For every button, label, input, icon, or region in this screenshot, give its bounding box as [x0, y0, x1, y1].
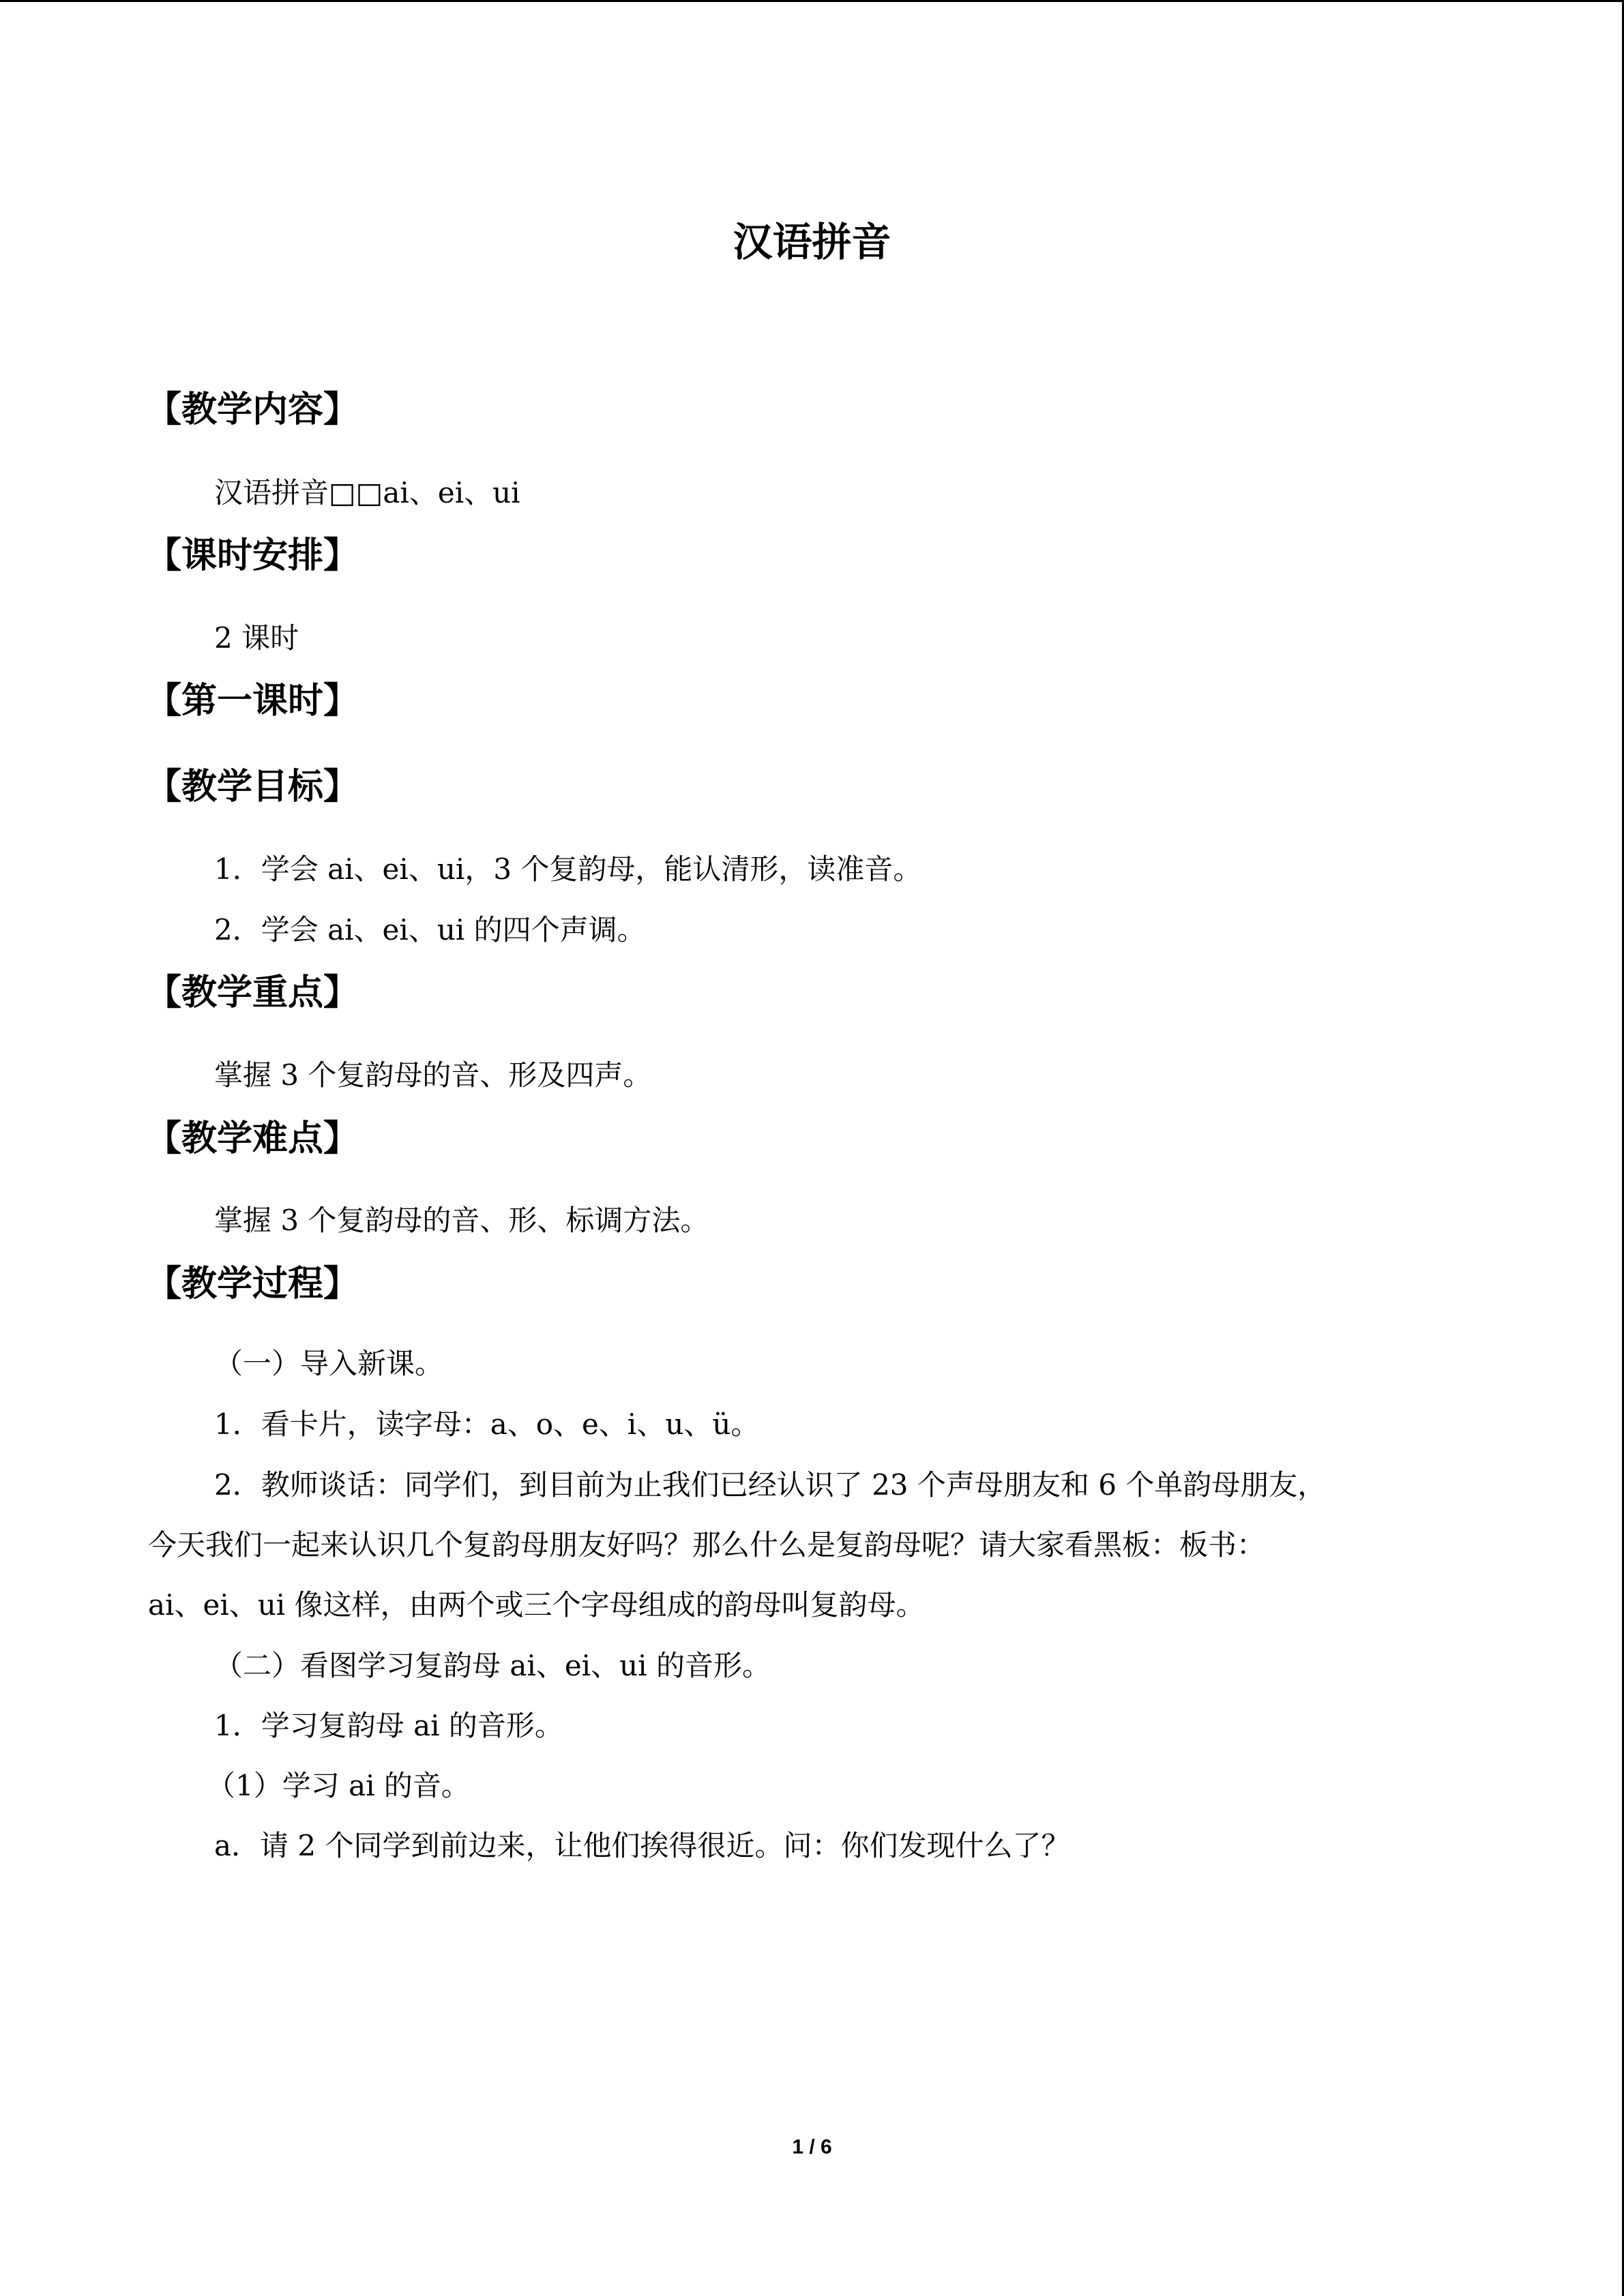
- section-heading-first-lesson: 【第一课时】: [146, 681, 359, 721]
- paragraph: 1．学会 ai、ei、ui，3 个复韵母，能认清形，读准音。: [214, 852, 922, 886]
- paragraph: 掌握 3 个复韵母的音、形、标调方法。: [214, 1204, 709, 1237]
- paragraph: 2．教师谈话：同学们，到目前为止我们已经认识了 23 个声母朋友和 6 个单韵母朋友，: [214, 1468, 1327, 1502]
- paragraph: 1．看卡片，读字母：a、o、e、i、u、ü。: [214, 1407, 760, 1441]
- section-heading-difficulties: 【教学难点】: [146, 1118, 359, 1159]
- paragraph: （二）看图学习复韵母 ai、ei、ui 的音形。: [214, 1649, 771, 1682]
- section-heading-teaching-goals: 【教学目标】: [146, 766, 359, 807]
- paragraph: 掌握 3 个复韵母的音、形及四声。: [214, 1058, 652, 1092]
- document-title: 汉语拼音: [733, 219, 891, 265]
- section-heading-key-points: 【教学重点】: [146, 972, 359, 1013]
- paragraph: 汉语拼音□□ai、ei、ui: [214, 476, 520, 509]
- paragraph: 2．学会 ai、ei、ui 的四个声调。: [214, 913, 646, 946]
- paragraph: 1．学习复韵母 ai 的音形。: [214, 1709, 563, 1742]
- paragraph: a．请 2 个同学到前边来，让他们挨得很近。问：你们发现什么了？: [214, 1829, 1070, 1862]
- section-heading-teaching-content: 【教学内容】: [146, 389, 359, 430]
- paragraph: 今天我们一起来认识几个复韵母朋友好吗？那么什么是复韵母呢？请大家看黑板：板书：: [148, 1528, 1266, 1562]
- paragraph: 2 课时: [214, 621, 299, 655]
- section-heading-teaching-process: 【教学过程】: [146, 1264, 359, 1304]
- paragraph: （一）导入新课。: [214, 1347, 444, 1380]
- page-number: 1 / 6: [792, 2136, 832, 2158]
- paragraph: （1）学习 ai 的音。: [207, 1769, 470, 1802]
- paragraph: ai、ei、ui 像这样，由两个或三个字母组成的韵母叫复韵母。: [148, 1588, 925, 1622]
- section-heading-class-schedule: 【课时安排】: [146, 535, 359, 576]
